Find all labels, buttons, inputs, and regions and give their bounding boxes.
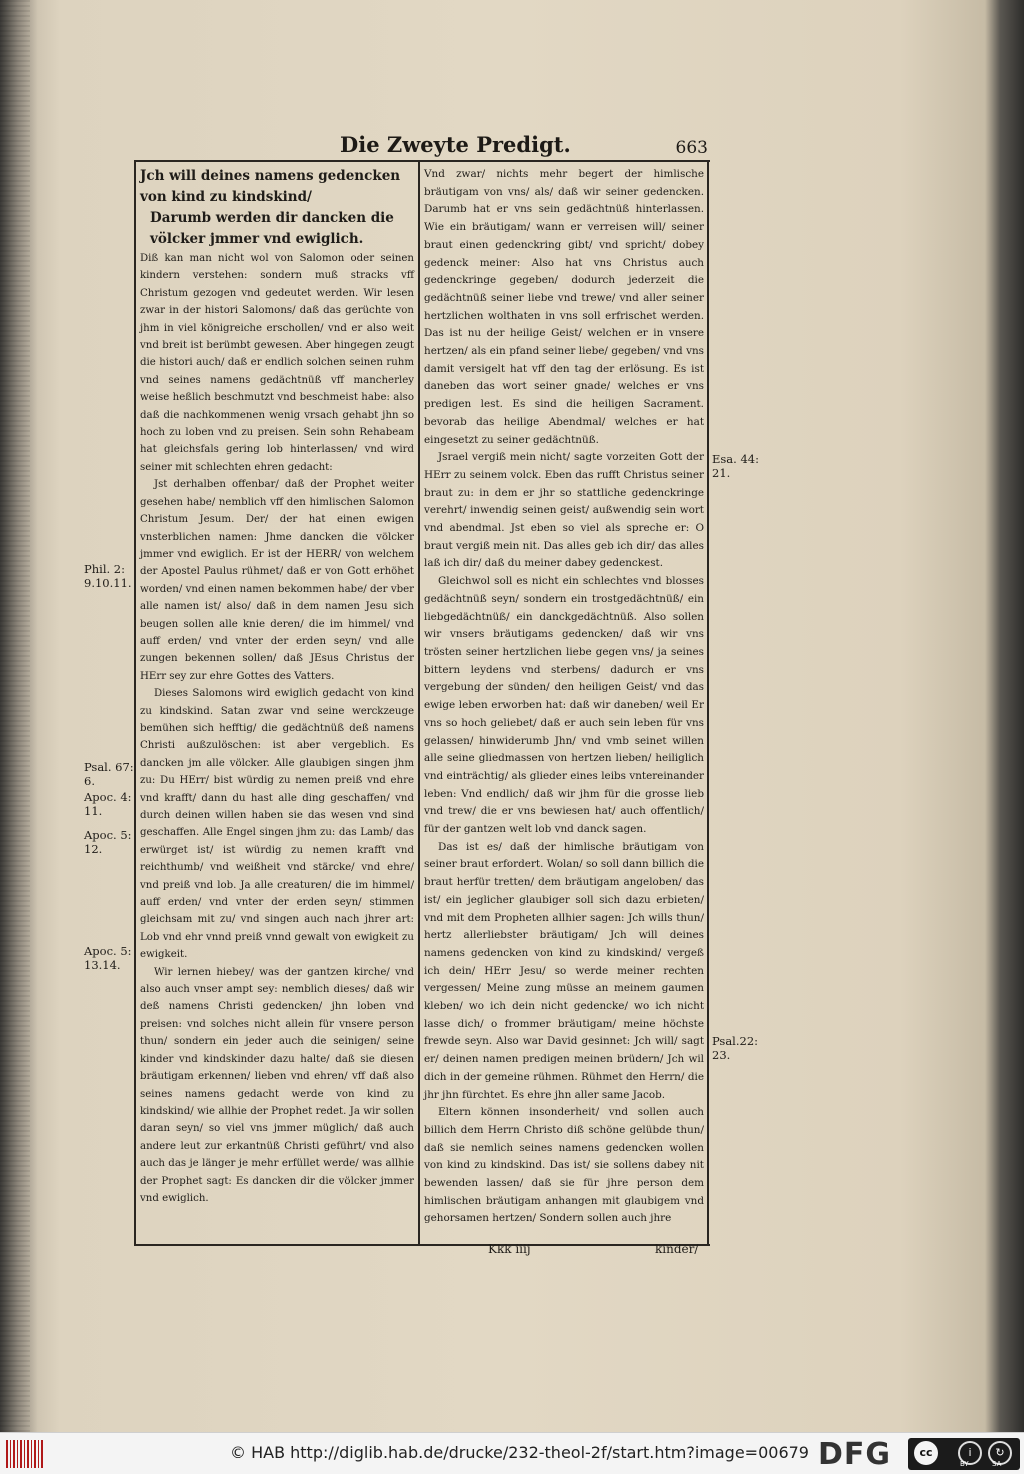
column-divider xyxy=(418,160,420,1244)
by-icon: i xyxy=(958,1441,982,1465)
margin-note-text: Apoc. 4: 11. xyxy=(84,790,132,818)
barcode-icon xyxy=(6,1440,44,1468)
right-column-paragraph: Gleichwol soll es nicht ein schlechtes vnd blosses gedächtnüß seyn/ sondern ein trostgedächtnüß/ ein liebgedächtnüß/ ein danckgedächtnüß. Also sollen wir vnsers bräutigams gedencken/ daß wir vns trösten seiner hertzlichen liebe gegen vns/ ja seines bittern leydens vnd sterbens/ dadurch er vns vergebung der sünden/ den heiligen Geist/ vnd das ewige leben erworben hat: daß wir daneben/ weil Er vns so hoch geliebet/ daß er auch sein leben für vns gelassen/ hinwiderumb Jhn/ vnd vmb seinet willen alle seine gliedmassen von hertzen lieben/ heiliglich vnd einträchtig/ als glieder eines leibs vntereinander leben: Vnd endlich/ daß wir jhm für die grosse lieb vnd trew/ die er vns bewiesen hat/ auch offentlich/ für der gantzen welt lob vnd danck sagen. xyxy=(424,575,704,836)
left-column-paragraph: Jst derhalben offenbar/ daß der Prophet weiter gesehen habe/ nemblich vff den himlischen Salomon Christum Jesum. Der/ der hat einen ewigen vnsterblichen namen: Jhme dancken die völcker jmmer vnd ewiglich. Er ist der HERR/ von welchem der Apostel Paulus rühmet/ daß er von Gott erhöhet worden/ vnd einen namen bekommen habe/ der vber alle namen ist/ also/ daß in dem namen Jesu sich beugen sollen alle knie deren/ die im himmel/ vnd auff erden/ vnd vnter der erden seyn/ vnd alle zungen bekennen sollen/ daß JEsus Christus der HErr sey zur ehre Gottes des Vatters. xyxy=(140,479,414,682)
left-column-paragraph: Wir lernen hiebey/ was der gantzen kirche/ vnd also auch vnser ampt sey: nemblich dieses/ daß wir deß namens Christi gedencken/ jhn loben vnd preisen: vnd solches nicht allein für vnsere person thun/ sondern ein jeder auch die seinigen/ seine kinder vnd kindskinder dazu halte/ daß sie diesen bräutigam erkennen/ lieben vnd ehren/ vff daß also seines namens gedacht werde von kind zu kindskind/ wie allhie der Prophet redet. Ja wir sollen daran seyn/ so viel vns jmmer müglich/ daß auch andere leut zur erkantnüß Christi geführt/ vnd also auch das je länger je mehr erfüllet werde/ was allhie der Prophet sagt: Es dancken dir die völcker jmmer vnd ewiglich. xyxy=(140,966,414,1204)
frame-right-rule xyxy=(707,160,709,1244)
catchword: kinder/ xyxy=(655,1242,699,1256)
margin-note-esa44 xyxy=(712,452,772,480)
margin-note-apoc5b xyxy=(84,944,144,972)
sa-icon: ↻ xyxy=(988,1441,1012,1465)
left-column-paragraph: Darumb werden dir dancken die völcker jmmer vnd ewiglich. xyxy=(150,210,394,247)
page-header xyxy=(134,132,716,162)
by-label: BY xyxy=(960,1460,969,1468)
margin-note-text: Phil. 2: 9.10.11. xyxy=(84,562,132,590)
right-column-paragraph: Das ist es/ daß der himlische bräutigam von seiner braut erfordert. Wolan/ so soll dann billich die braut herfür tretten/ dem bräutigam angeloben/ das ist/ ein jeglicher glaubiger soll sich dazu erbieten/ vnd mit dem Propheten allhier sagen: Jch wills thun/ hertz allerliebster bräutigam/ Jch will deines namens gedencken von kind zu kindskind/ vergeß ich dein/ HErr Jesu/ so werde meiner rechten vergessen/ Meine zung müsse an meinem gaumen kleben/ wo ich dein nicht gedencke/ wo ich nicht lasse dich/ o frommer bräutigam/ meine höchste frewde seyn. Also war David gesinnet: Jch will/ sagt er/ deinen namen predigen meinen brüdern/ Jch wil dich in der gemeine rühmen. Rühmet den Herrn/ die jhr jhn fürchtet. Es ehre jhn aller same Jacob. xyxy=(424,840,704,1101)
margin-note-text: Apoc. 5: 13.14. xyxy=(84,944,132,972)
margin-note-text: Apoc. 5: 12. xyxy=(84,828,132,856)
right-column-paragraph: Eltern können insonderheit/ vnd sollen auch billich dem Herrn Christo diß schöne gelübde thun/ daß sie nemlich seines namens gedencken wollen von kind zu kindskind. Das ist/ sie sollens dabey nit bewenden lassen/ daß sie für jhre person dem himlischen bräutigam anhangen mit glaubigem vnd gehorsamen hertzen/ Sondern sollen auch jhre xyxy=(424,1106,704,1225)
left-column-paragraph: Diß kan man nicht wol von Salomon oder seinen kindern verstehen: sondern muß stracks vff Christum gezogen vnd gedeutet werden. Wir lesen zwar in der histori Salomons/ daß das gerüchte von jhm in viel königreiche erschollen/ vnd er also weit vnd breit ist berümbt gewesen. Aber hingegen zeugt die histori auch/ daß er endlich solchen seinen ruhm vnd seines namens gedächtnüß vff mancherley weise heßlich beschmutzt vnd beschmeist habe: also daß die nachkommenen wenig vrsach gehabt jhn so hoch zu loben vnd zu preisen. Sein sohn Rehabeam hat gleichsfals gering lob hinterlassen/ vnd wird seiner mit schlechten ehren gedacht: xyxy=(140,253,414,473)
left-column-paragraph: Jch will deines namens gedencken von kind zu kindskind/ xyxy=(140,168,401,205)
page-number: 663 xyxy=(675,138,708,158)
copyright-link[interactable]: © HAB http://diglib.hab.de/drucke/232-theol-2f/start.htm?image=00679 xyxy=(230,1443,809,1462)
margin-note-phil xyxy=(84,562,144,590)
right-column-paragraph: Vnd zwar/ nichts mehr begert der himlische bräutigam von vns/ als/ daß wir seiner gedencken. Darumb hat er vns sein gedächtnüß hinterlassen. Wie ein bräutigam/ wann er verreisen will/ seiner braut einen gedenckring gibt/ vnd spricht/ dobey gedenck meiner: Also hat vns Christus auch gedenckringe gegeben/ dodurch jederzeit die gedächtnüß seiner liebe vnd trewe/ vnd aller seiner hertzlichen wolthaten in vns soll erfrischet werden. Das ist nu der heilige Geist/ welchen er in vnsere hertzen/ als ein pfand seiner liebe/ gegeben/ vnd vns damit versigelt hat vff den tag der erlösung. Es ist daneben das wort seiner gnade/ welches er vns predigen lest. Es sind die heiligen Sacrament. bevorab das heilige Abendmal/ welches er hat eingesetzt zu seiner gedächtnüß. xyxy=(424,168,704,446)
margin-note-apoc4 xyxy=(84,790,144,818)
margin-note-psal67 xyxy=(84,760,144,788)
cc-license-badge[interactable] xyxy=(908,1438,1020,1470)
margin-note-text: Esa. 44: 21. xyxy=(712,452,759,480)
dfg-logo: DFG xyxy=(818,1437,892,1472)
margin-note-psal22 xyxy=(712,1034,772,1062)
page-edge xyxy=(0,0,30,1432)
footer-bar xyxy=(0,1432,1024,1474)
left-column-paragraph: Dieses Salomons wird ewiglich gedacht von kind zu kindskind. Satan zwar vnd seine werckzeuge bemühen sich hefftig/ die gedächtnüß deß namens Christi außzulöschen: ist aber vergeblich. Es dancken jm alle völcker. Alle glaubigen singen jhm zu: Du HErr/ bist würdig zu nemen preiß vnd ehre vnd krafft/ dann du hast alle ding geschaffen/ vnd durch deinen willen haben sie das wesen vnd sind geschaffen. Alle Engel singen jhm zu: das Lamb/ das erwürget ist/ ist würdig zu nemen krafft vnd reichthumb/ vnd weißheit vnd stärcke/ vnd ehre/ vnd preiß vnd lob. Ja alle creaturen/ die im himmel/ auff erden/ vnd vnter der erden seyn/ stimmen gleichsam mit zu/ vnd singen auch nach jhrer art: Lob vnd ehr vnnd preiß vnnd gewalt von ewigkeit zu ewigkeit. xyxy=(140,688,414,961)
right-column xyxy=(424,166,704,1228)
signature-mark: Kkk iiij xyxy=(488,1242,531,1256)
cc-icon: cc xyxy=(914,1441,938,1465)
left-column xyxy=(140,166,414,1207)
right-column-paragraph: Jsrael vergiß mein nicht/ sagte vorzeiten Gott der HErr zu seinem volck. Eben das rufft Christus seiner braut zu: in dem er jhr so stattliche gedenckringe verehrt/ inwendig seinen geist/ außwendig sein wort vnd abendmal. Jst eben so viel als spreche er: O braut vergiß mein nit. Das alles geb ich dir/ das alles laß ich dir/ daß du meiner dabey gedenckest. xyxy=(424,451,704,570)
margin-note-text: Psal. 67: 6. xyxy=(84,760,134,788)
margin-note-apoc5a xyxy=(84,828,144,856)
sa-label: SA xyxy=(992,1460,1002,1468)
margin-note-text: Psal.22: 23. xyxy=(712,1034,759,1062)
running-head: Die Zweyte Predigt. xyxy=(340,132,571,157)
